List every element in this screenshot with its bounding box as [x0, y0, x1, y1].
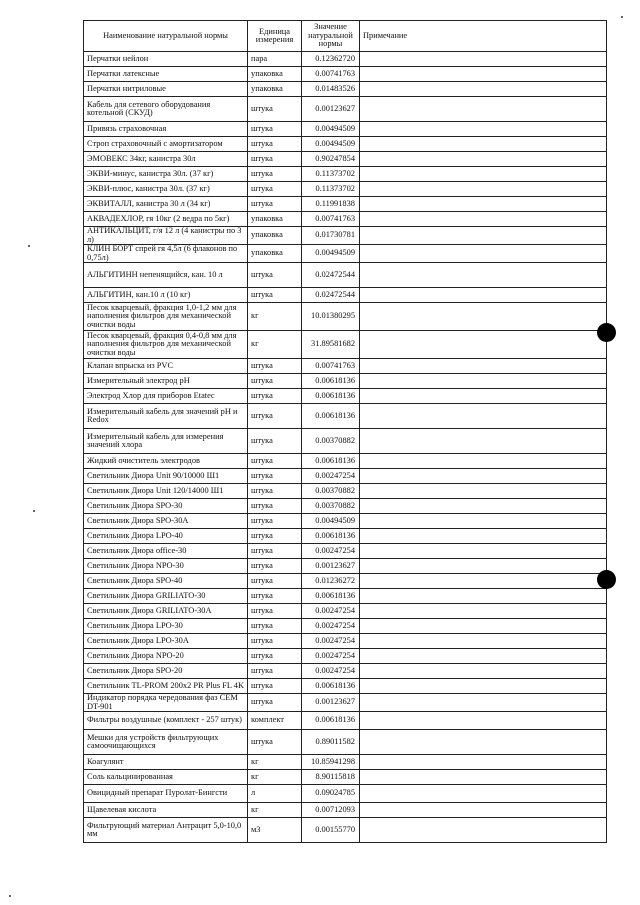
- row-name: Привязь страховочная: [84, 122, 248, 137]
- row-unit: штука: [248, 389, 302, 404]
- row-note: [360, 245, 607, 263]
- row-note: [360, 514, 607, 529]
- row-value: 0.89011582: [302, 730, 360, 755]
- row-note: [360, 404, 607, 429]
- row-value: 0.00370882: [302, 429, 360, 454]
- row-value: 31.89581682: [302, 331, 360, 359]
- row-value: 0.00370882: [302, 484, 360, 499]
- row-value: 0.00247254: [302, 634, 360, 649]
- row-unit: штука: [248, 694, 302, 712]
- row-name: Измерительный кабель для измерения значений хлора: [84, 429, 248, 454]
- row-unit: штука: [248, 604, 302, 619]
- row-note: [360, 559, 607, 574]
- table-row: [84, 152, 607, 167]
- row-note: [360, 499, 607, 514]
- table-row: [84, 359, 607, 374]
- table-row: [84, 182, 607, 197]
- row-name: Перчатки латексные: [84, 67, 248, 82]
- table-row: [84, 288, 607, 303]
- row-unit: штука: [248, 664, 302, 679]
- row-name: Светильник Диора LPO-30A: [84, 634, 248, 649]
- row-value: 0.01483526: [302, 82, 360, 97]
- row-name: ЭМОВЕКС 34кг, канистра 30л: [84, 152, 248, 167]
- table-row: [84, 818, 607, 843]
- row-note: [360, 52, 607, 67]
- punch-hole-bottom: [597, 570, 616, 589]
- table-row: [84, 634, 607, 649]
- row-note: [360, 755, 607, 770]
- row-value: 0.00370882: [302, 499, 360, 514]
- row-name: Мешки для устройств фильтрующих самоочищающихся: [84, 730, 248, 755]
- row-name: Светильник TL-PROM 200x2 PR Plus FL 4K: [84, 679, 248, 694]
- header-name: Наименование натуральной нормы: [84, 21, 248, 52]
- table-row: [84, 97, 607, 122]
- table-row: [84, 803, 607, 818]
- row-note: [360, 730, 607, 755]
- row-name: Светильник Диора Unit 90/10000 Ш1: [84, 469, 248, 484]
- row-note: [360, 619, 607, 634]
- row-name: Светильник Диора GRILIATO-30: [84, 589, 248, 604]
- table-row: [84, 52, 607, 67]
- table-row: [84, 529, 607, 544]
- table-row: [84, 454, 607, 469]
- row-note: [360, 664, 607, 679]
- row-note: [360, 454, 607, 469]
- row-value: 0.12362720: [302, 52, 360, 67]
- row-name: Светильник Диора NPO-30: [84, 559, 248, 574]
- row-unit: штука: [248, 649, 302, 664]
- row-name: АКВАДЕХЛОР, гя 10кг (2 ведра по 5кг): [84, 212, 248, 227]
- row-note: [360, 469, 607, 484]
- table-row: [84, 167, 607, 182]
- row-unit: штука: [248, 359, 302, 374]
- row-value: 0.00247254: [302, 619, 360, 634]
- row-name: ЭКВИТАЛЛ, канистра 30 л (34 кг): [84, 197, 248, 212]
- table-row: [84, 67, 607, 82]
- row-name: Светильник Диора LPO-40: [84, 529, 248, 544]
- row-unit: штука: [248, 559, 302, 574]
- row-unit: штука: [248, 544, 302, 559]
- row-unit: кг: [248, 303, 302, 331]
- table-row: [84, 469, 607, 484]
- row-note: [360, 389, 607, 404]
- table-header-row: [84, 21, 607, 52]
- row-unit: упаковка: [248, 82, 302, 97]
- row-value: 0.00618136: [302, 589, 360, 604]
- row-unit: штука: [248, 197, 302, 212]
- row-note: [360, 544, 607, 559]
- row-unit: штука: [248, 529, 302, 544]
- table-row: [84, 245, 607, 263]
- row-name: Светильник Диора LPO-30: [84, 619, 248, 634]
- row-unit: кг: [248, 755, 302, 770]
- row-note: [360, 770, 607, 785]
- row-name: Светильник Диора GRILIATO-30A: [84, 604, 248, 619]
- table-body: [84, 52, 607, 843]
- row-note: [360, 634, 607, 649]
- row-value: 0.11373702: [302, 182, 360, 197]
- table-row: [84, 374, 607, 389]
- row-unit: штука: [248, 484, 302, 499]
- row-value: 0.00618136: [302, 679, 360, 694]
- scan-speck: [33, 510, 35, 512]
- table-row: [84, 404, 607, 429]
- row-note: [360, 331, 607, 359]
- row-name: Перчатки нитриловые: [84, 82, 248, 97]
- row-note: [360, 152, 607, 167]
- row-value: 0.00123627: [302, 694, 360, 712]
- row-note: [360, 484, 607, 499]
- row-name: Светильник Диора office-30: [84, 544, 248, 559]
- row-note: [360, 429, 607, 454]
- row-unit: штука: [248, 374, 302, 389]
- row-value: 0.00155770: [302, 818, 360, 843]
- table-row: [84, 604, 607, 619]
- row-unit: л: [248, 785, 302, 803]
- row-name: Светильник Диора Unit 120/14000 Ш1: [84, 484, 248, 499]
- table-row: [84, 679, 607, 694]
- row-value: 0.00618136: [302, 529, 360, 544]
- row-unit: штука: [248, 514, 302, 529]
- row-name: Светильник Диора SPO-30A: [84, 514, 248, 529]
- row-note: [360, 589, 607, 604]
- row-value: 0.00712093: [302, 803, 360, 818]
- scan-speck: [9, 895, 11, 897]
- row-value: 0.09024785: [302, 785, 360, 803]
- row-value: 0.00494509: [302, 137, 360, 152]
- row-name: Светильник Диора NPO-20: [84, 649, 248, 664]
- table-row: [84, 303, 607, 331]
- row-unit: штука: [248, 634, 302, 649]
- row-value: 0.00123627: [302, 559, 360, 574]
- row-unit: штука: [248, 263, 302, 288]
- row-unit: упаковка: [248, 227, 302, 245]
- table-row: [84, 574, 607, 589]
- row-unit: штука: [248, 429, 302, 454]
- row-unit: штука: [248, 288, 302, 303]
- row-name: АЛЬГИТИНН непенящийся, кан. 10 л: [84, 263, 248, 288]
- scan-speck: [621, 16, 623, 18]
- table-row: [84, 755, 607, 770]
- table-row: [84, 263, 607, 288]
- row-unit: штука: [248, 122, 302, 137]
- row-name: Электрод Хлор для приборов Etatec: [84, 389, 248, 404]
- table-row: [84, 197, 607, 212]
- row-name: Песок кварцевый, фракция 1,0-1,2 мм для наполнения фильтров для механической очистки воды: [84, 303, 248, 331]
- row-note: [360, 694, 607, 712]
- row-value: 0.00741763: [302, 67, 360, 82]
- row-name: Светильник Диора SPO-20: [84, 664, 248, 679]
- row-value: 0.00741763: [302, 212, 360, 227]
- table-row: [84, 122, 607, 137]
- row-value: 8.90115818: [302, 770, 360, 785]
- row-note: [360, 374, 607, 389]
- row-note: [360, 137, 607, 152]
- row-unit: комплект: [248, 712, 302, 730]
- table-row: [84, 712, 607, 730]
- row-name: Овицидный препарат Пуролат-Бингсти: [84, 785, 248, 803]
- row-name: Кабель для сетевого оборудования котельной (СКУД): [84, 97, 248, 122]
- row-name: Щавелевая кислота: [84, 803, 248, 818]
- row-note: [360, 197, 607, 212]
- norms-table: [83, 20, 607, 843]
- row-unit: штука: [248, 454, 302, 469]
- row-value: 0.00494509: [302, 245, 360, 263]
- table-row: [84, 770, 607, 785]
- row-note: [360, 712, 607, 730]
- row-unit: пара: [248, 52, 302, 67]
- row-unit: м3: [248, 818, 302, 843]
- row-value: 0.00123627: [302, 97, 360, 122]
- row-note: [360, 574, 607, 589]
- table-row: [84, 559, 607, 574]
- table-row: [84, 429, 607, 454]
- row-name: Перчатки нейлон: [84, 52, 248, 67]
- scan-speck: [28, 245, 30, 247]
- header-value: Значение натуральной нормы: [302, 21, 360, 52]
- row-value: 0.00618136: [302, 374, 360, 389]
- table-row: [84, 389, 607, 404]
- row-unit: штука: [248, 730, 302, 755]
- row-unit: штука: [248, 499, 302, 514]
- table-row: [84, 730, 607, 755]
- table-row: [84, 331, 607, 359]
- row-value: 0.02472544: [302, 288, 360, 303]
- table-row: [84, 514, 607, 529]
- row-note: [360, 182, 607, 197]
- table-row: [84, 649, 607, 664]
- row-value: 0.00247254: [302, 664, 360, 679]
- row-value: 0.00618136: [302, 454, 360, 469]
- table-row: [84, 785, 607, 803]
- row-value: 0.02472544: [302, 263, 360, 288]
- row-value: 0.11991838: [302, 197, 360, 212]
- row-unit: упаковка: [248, 67, 302, 82]
- row-value: 0.00247254: [302, 604, 360, 619]
- row-name: КЛИН БОРТ спрей гя 4,5л (6 флаконов по 0,75л): [84, 245, 248, 263]
- row-name: Клапан впрыска из PVC: [84, 359, 248, 374]
- table-row: [84, 544, 607, 559]
- row-note: [360, 122, 607, 137]
- row-note: [360, 785, 607, 803]
- row-unit: штука: [248, 137, 302, 152]
- table-row: [84, 82, 607, 97]
- row-value: 10.85941298: [302, 755, 360, 770]
- row-unit: штука: [248, 619, 302, 634]
- row-note: [360, 803, 607, 818]
- row-value: 0.00247254: [302, 544, 360, 559]
- row-value: 0.00494509: [302, 514, 360, 529]
- row-note: [360, 818, 607, 843]
- row-unit: штука: [248, 152, 302, 167]
- row-unit: штука: [248, 589, 302, 604]
- row-unit: кг: [248, 331, 302, 359]
- row-name: Фильтрующий материал Антрацит 5,0-10,0 мм: [84, 818, 248, 843]
- row-unit: штука: [248, 167, 302, 182]
- table-row: [84, 619, 607, 634]
- row-note: [360, 97, 607, 122]
- row-name: Коагулянт: [84, 755, 248, 770]
- row-value: 0.01730781: [302, 227, 360, 245]
- row-unit: кг: [248, 770, 302, 785]
- table-row: [84, 499, 607, 514]
- row-name: Жидкий очиститель электродов: [84, 454, 248, 469]
- row-name: АНТИКАЛЬЦИТ, г/я 12 л (4 канистры по 3 л): [84, 227, 248, 245]
- row-value: 0.01236272: [302, 574, 360, 589]
- row-name: Измерительный электрод pH: [84, 374, 248, 389]
- row-note: [360, 679, 607, 694]
- row-value: 0.00618136: [302, 389, 360, 404]
- row-value: 0.00247254: [302, 649, 360, 664]
- punch-hole-top: [597, 323, 616, 342]
- row-name: Фильтры воздушные (комплект - 257 штук): [84, 712, 248, 730]
- row-unit: штука: [248, 182, 302, 197]
- row-note: [360, 288, 607, 303]
- row-note: [360, 649, 607, 664]
- row-name: Песок кварцевый, фракция 0,4-0,8 мм для наполнения фильтров для механической очистки воды: [84, 331, 248, 359]
- row-value: 0.00741763: [302, 359, 360, 374]
- row-value: 0.11373702: [302, 167, 360, 182]
- row-unit: штука: [248, 574, 302, 589]
- row-value: 0.00618136: [302, 404, 360, 429]
- table-row: [84, 212, 607, 227]
- row-name: АЛЬГИТИН, кан.10 л (10 кг): [84, 288, 248, 303]
- row-unit: кг: [248, 803, 302, 818]
- row-name: Строп страховочный с амортизатором: [84, 137, 248, 152]
- table-row: [84, 664, 607, 679]
- row-unit: упаковка: [248, 212, 302, 227]
- row-value: 0.00618136: [302, 712, 360, 730]
- row-unit: штука: [248, 404, 302, 429]
- row-value: 0.00247254: [302, 469, 360, 484]
- row-unit: упаковка: [248, 245, 302, 263]
- row-unit: штука: [248, 97, 302, 122]
- row-note: [360, 227, 607, 245]
- row-note: [360, 67, 607, 82]
- table-row: [84, 227, 607, 245]
- row-name: Соль кальцинированная: [84, 770, 248, 785]
- row-name: Светильник Диора SPO-40: [84, 574, 248, 589]
- row-name: ЭКВИ-минус, канистра 30л. (37 кг): [84, 167, 248, 182]
- row-unit: штука: [248, 469, 302, 484]
- row-note: [360, 604, 607, 619]
- row-value: 10.01380295: [302, 303, 360, 331]
- row-name: ЭКВИ-плюс, канистра 30л. (37 кг): [84, 182, 248, 197]
- header-unit: Единица измерения: [248, 21, 302, 52]
- row-value: 0.00494509: [302, 122, 360, 137]
- row-name: Измерительный кабель для значений pH и Redox: [84, 404, 248, 429]
- table-row: [84, 589, 607, 604]
- row-note: [360, 359, 607, 374]
- row-note: [360, 529, 607, 544]
- header-note: Примечание: [360, 21, 607, 52]
- table-row: [84, 137, 607, 152]
- table-row: [84, 694, 607, 712]
- row-value: 0.90247854: [302, 152, 360, 167]
- row-note: [360, 263, 607, 288]
- row-name: Индикатор порядка чередования фаз СЕМ DT-901: [84, 694, 248, 712]
- row-note: [360, 167, 607, 182]
- row-note: [360, 303, 607, 331]
- row-note: [360, 212, 607, 227]
- row-note: [360, 82, 607, 97]
- table-row: [84, 484, 607, 499]
- row-unit: штука: [248, 679, 302, 694]
- row-name: Светильник Диора SPO-30: [84, 499, 248, 514]
